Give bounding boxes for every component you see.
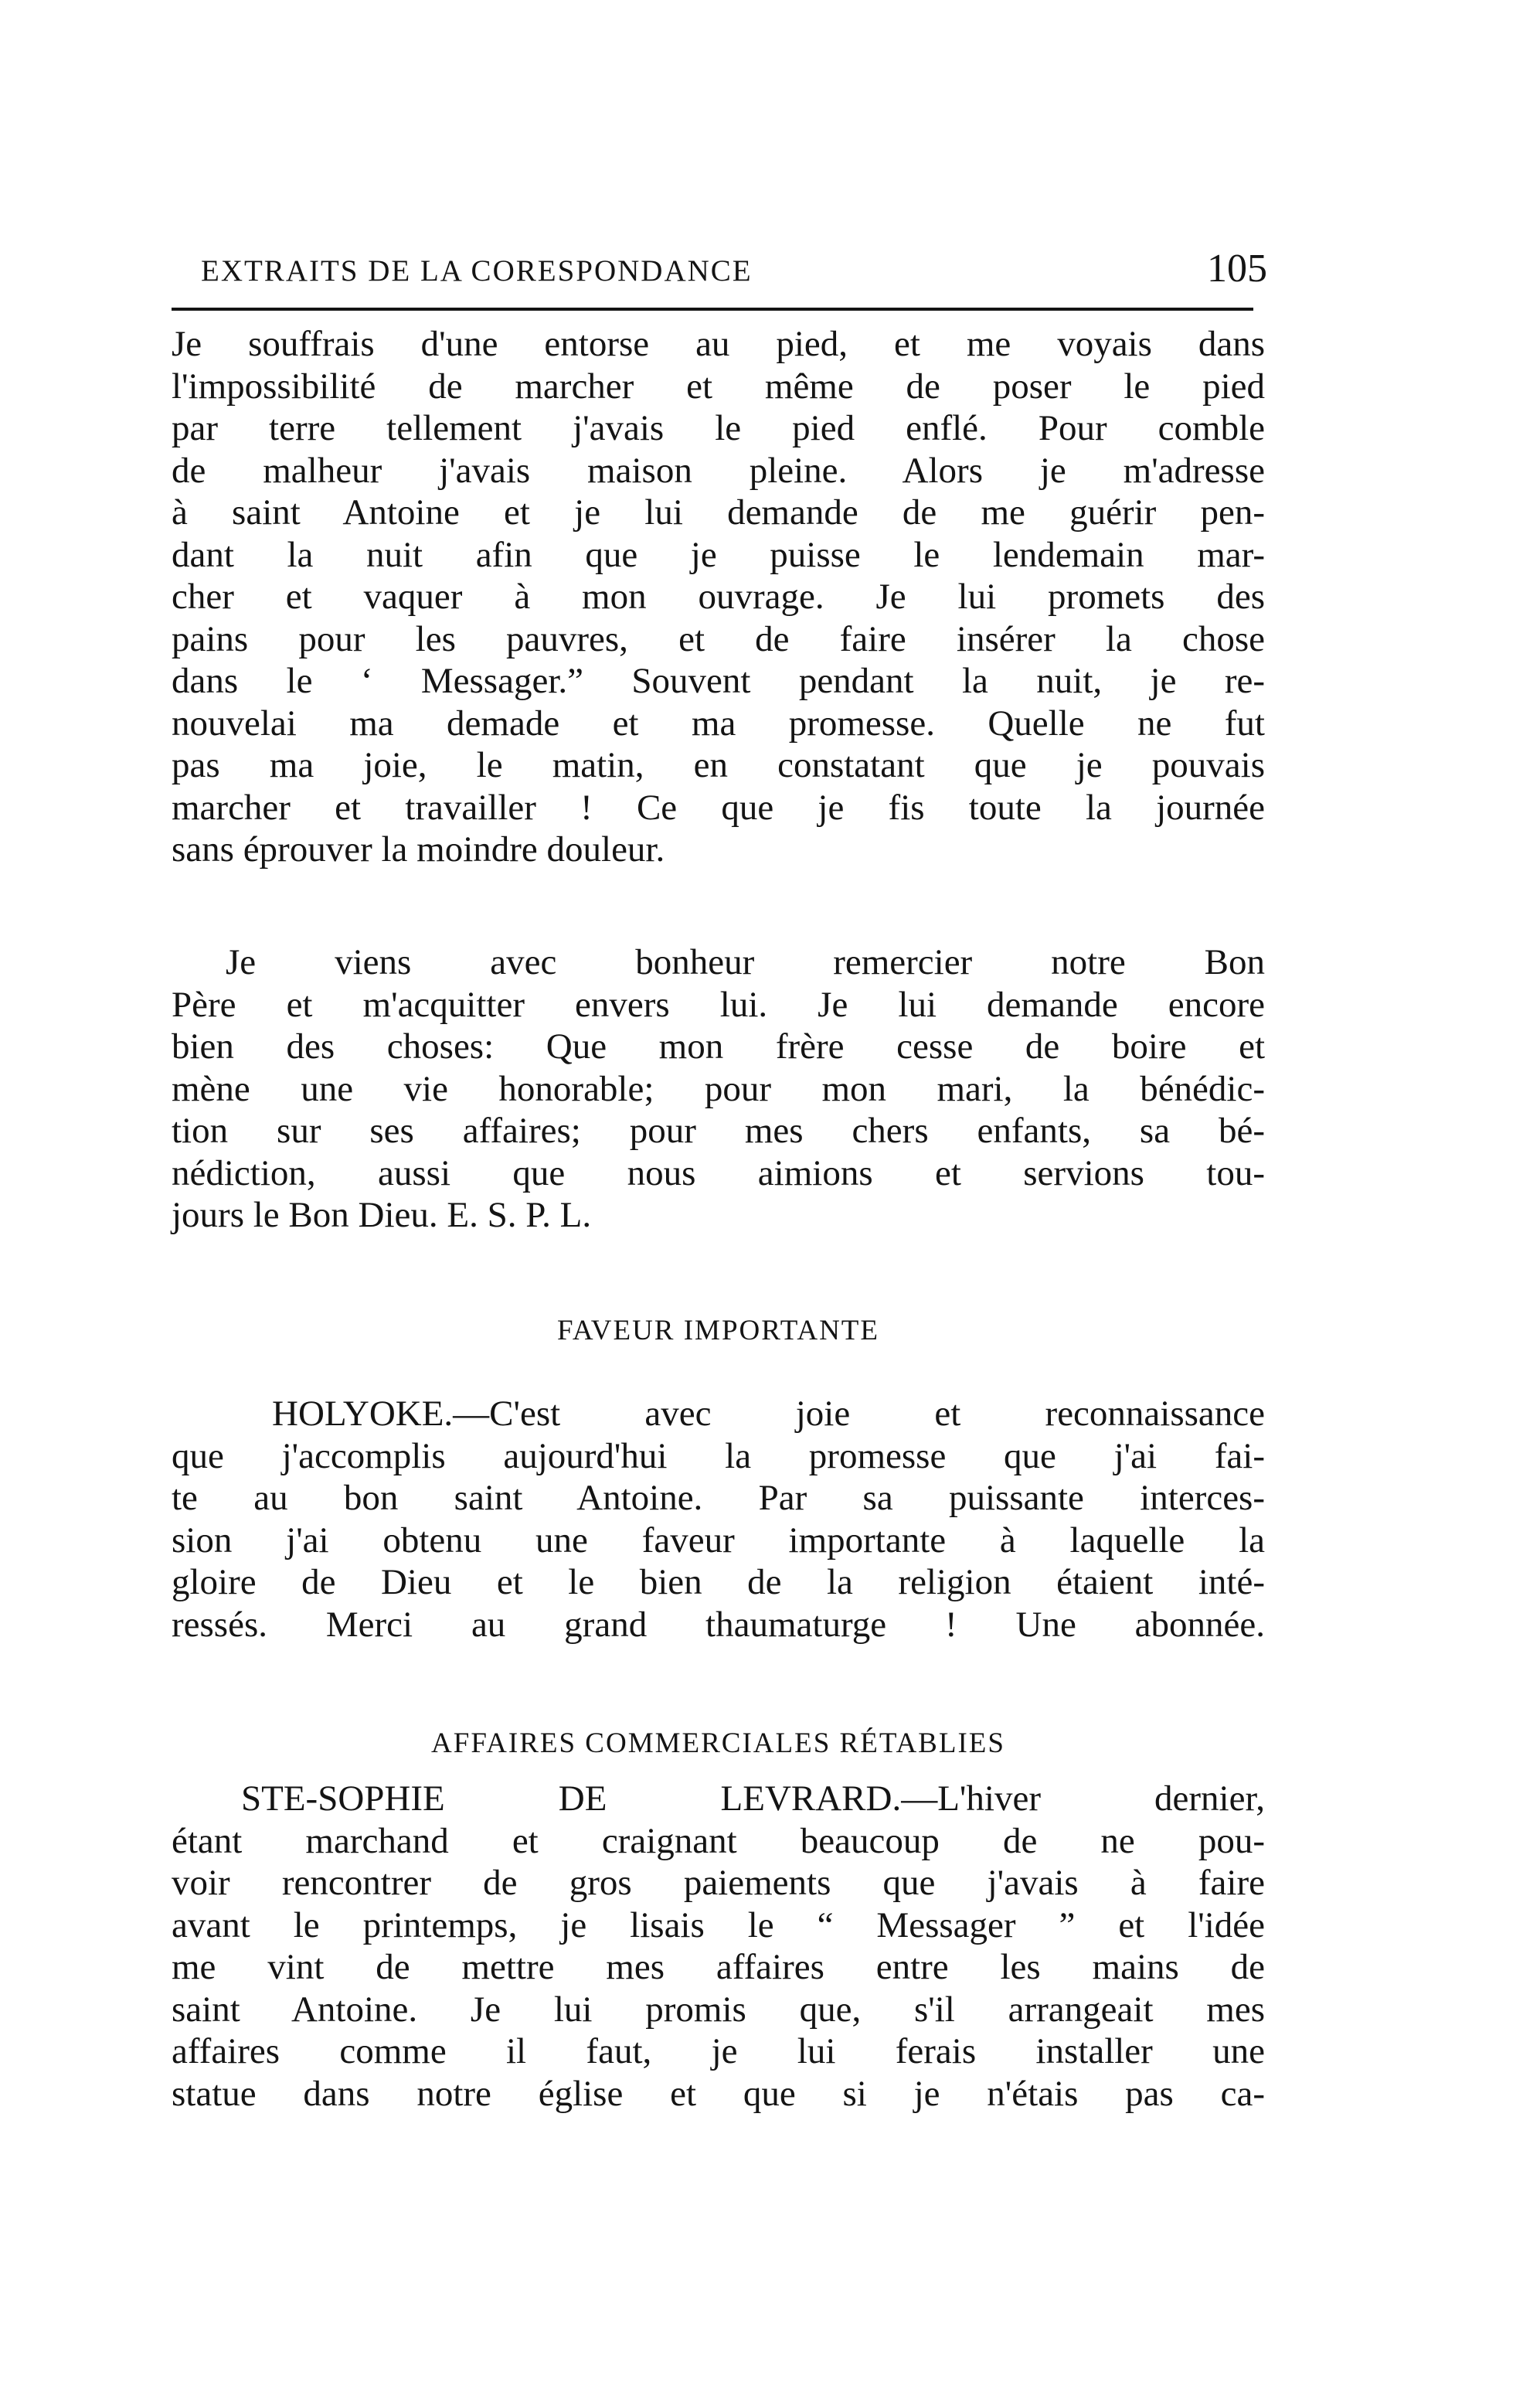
text-line: sans éprouver la moindre douleur.	[172, 829, 665, 870]
text-line: cher et vaquer à mon ouvrage. Je lui promets des	[172, 577, 1265, 617]
text-line: dans le ‘ Messager.” Souvent pendant la nuit, je re-	[172, 661, 1265, 701]
text-line: par terre tellement j'avais le pied enflé. Pour comble	[172, 408, 1265, 448]
text-line: avant le printemps, je lisais le “ Messager ” et l'idée	[172, 1904, 1265, 1945]
text-line: sion j'ai obtenu une faveur importante à laquelle la	[172, 1520, 1265, 1560]
text-line: STE-SOPHIE DE LEVRARD.—L'hiver dernier,	[241, 1778, 1265, 1819]
section-heading-faveur: FAVEUR IMPORTANTE	[556, 1315, 879, 1346]
text-line: ressés. Merci au grand thaumaturge ! Une abonnée.	[172, 1604, 1265, 1645]
text-line: pas ma joie, le matin, en constatant que je pouvais	[172, 745, 1265, 785]
text-line: voir rencontrer de gros paiements que j'avais à faire	[172, 1863, 1265, 1903]
text-line: étant marchand et craignant beaucoup de ne pou-	[172, 1820, 1265, 1861]
section-heading-affaires: AFFAIRES COMMERCIALES RÉTABLIES	[431, 1727, 1005, 1759]
text-line: affaires comme il faut, je lui ferais installer une	[172, 2031, 1265, 2071]
paragraph-holyoke	[172, 1393, 1265, 1646]
text-line: te au bon saint Antoine. Par sa puissante interces-	[172, 1478, 1265, 1518]
text-line: statue dans notre église et que si je n'étais pas ca-	[172, 2073, 1265, 2114]
text-line: jours le Bon Dieu. E. S. P. L.	[172, 1195, 592, 1235]
text-line: Je viens avec bonheur remercier notre Bon	[226, 942, 1265, 982]
page-header	[178, 246, 1290, 303]
page-number: 105	[1207, 247, 1267, 291]
text-line: l'impossibilité de marcher et même de poser le pied	[172, 366, 1265, 407]
text-line: à saint Antoine et je lui demande de me guérir pen-	[172, 492, 1265, 533]
text-line: dant la nuit afin que je puisse le lendemain mar-	[172, 534, 1265, 575]
text-line: de malheur j'avais maison pleine. Alors je m'adresse	[172, 450, 1265, 491]
text-line: tion sur ses affaires; pour mes chers enfants, sa bé-	[172, 1111, 1265, 1151]
text-line: que j'accomplis aujourd'hui la promesse que j'ai fai-	[172, 1435, 1265, 1476]
text-line: nédiction, aussi que nous aimions et servions tou-	[172, 1152, 1265, 1193]
text-line: pains pour les pauvres, et de faire insérer la chose	[172, 618, 1265, 659]
text-line: gloire de Dieu et le bien de la religion étaient inté-	[172, 1562, 1265, 1602]
text-line: mène une vie honorable; pour mon mari, la bénédic-	[172, 1068, 1265, 1109]
text-line: me vint de mettre mes affaires entre les mains de	[172, 1947, 1265, 1987]
text-line: Je souffrais d'une entorse au pied, et me voyais dans	[172, 324, 1265, 364]
text-line: marcher et travailler ! Ce que je fis toute la journée	[172, 787, 1265, 828]
header-rule	[172, 308, 1253, 311]
text-line: HOLYOKE.—C'est avec joie et reconnaissance	[272, 1394, 1265, 1434]
running-head: EXTRAITS DE LA CORESPONDANCE	[201, 254, 753, 288]
paragraph-ste-sophie	[172, 1778, 1265, 2115]
text-line: saint Antoine. Je lui promis que, s'il arrangeait mes	[172, 1989, 1265, 2030]
text-line: Père et m'acquitter envers lui. Je lui demande encore	[172, 984, 1265, 1025]
paragraph-remerciement	[172, 941, 1265, 1237]
text-line: bien des choses: Que mon frère cesse de boire et	[172, 1026, 1265, 1067]
text-line: nouvelai ma demade et ma promesse. Quelle ne fut	[172, 703, 1265, 744]
paragraph-entorse	[172, 323, 1265, 871]
